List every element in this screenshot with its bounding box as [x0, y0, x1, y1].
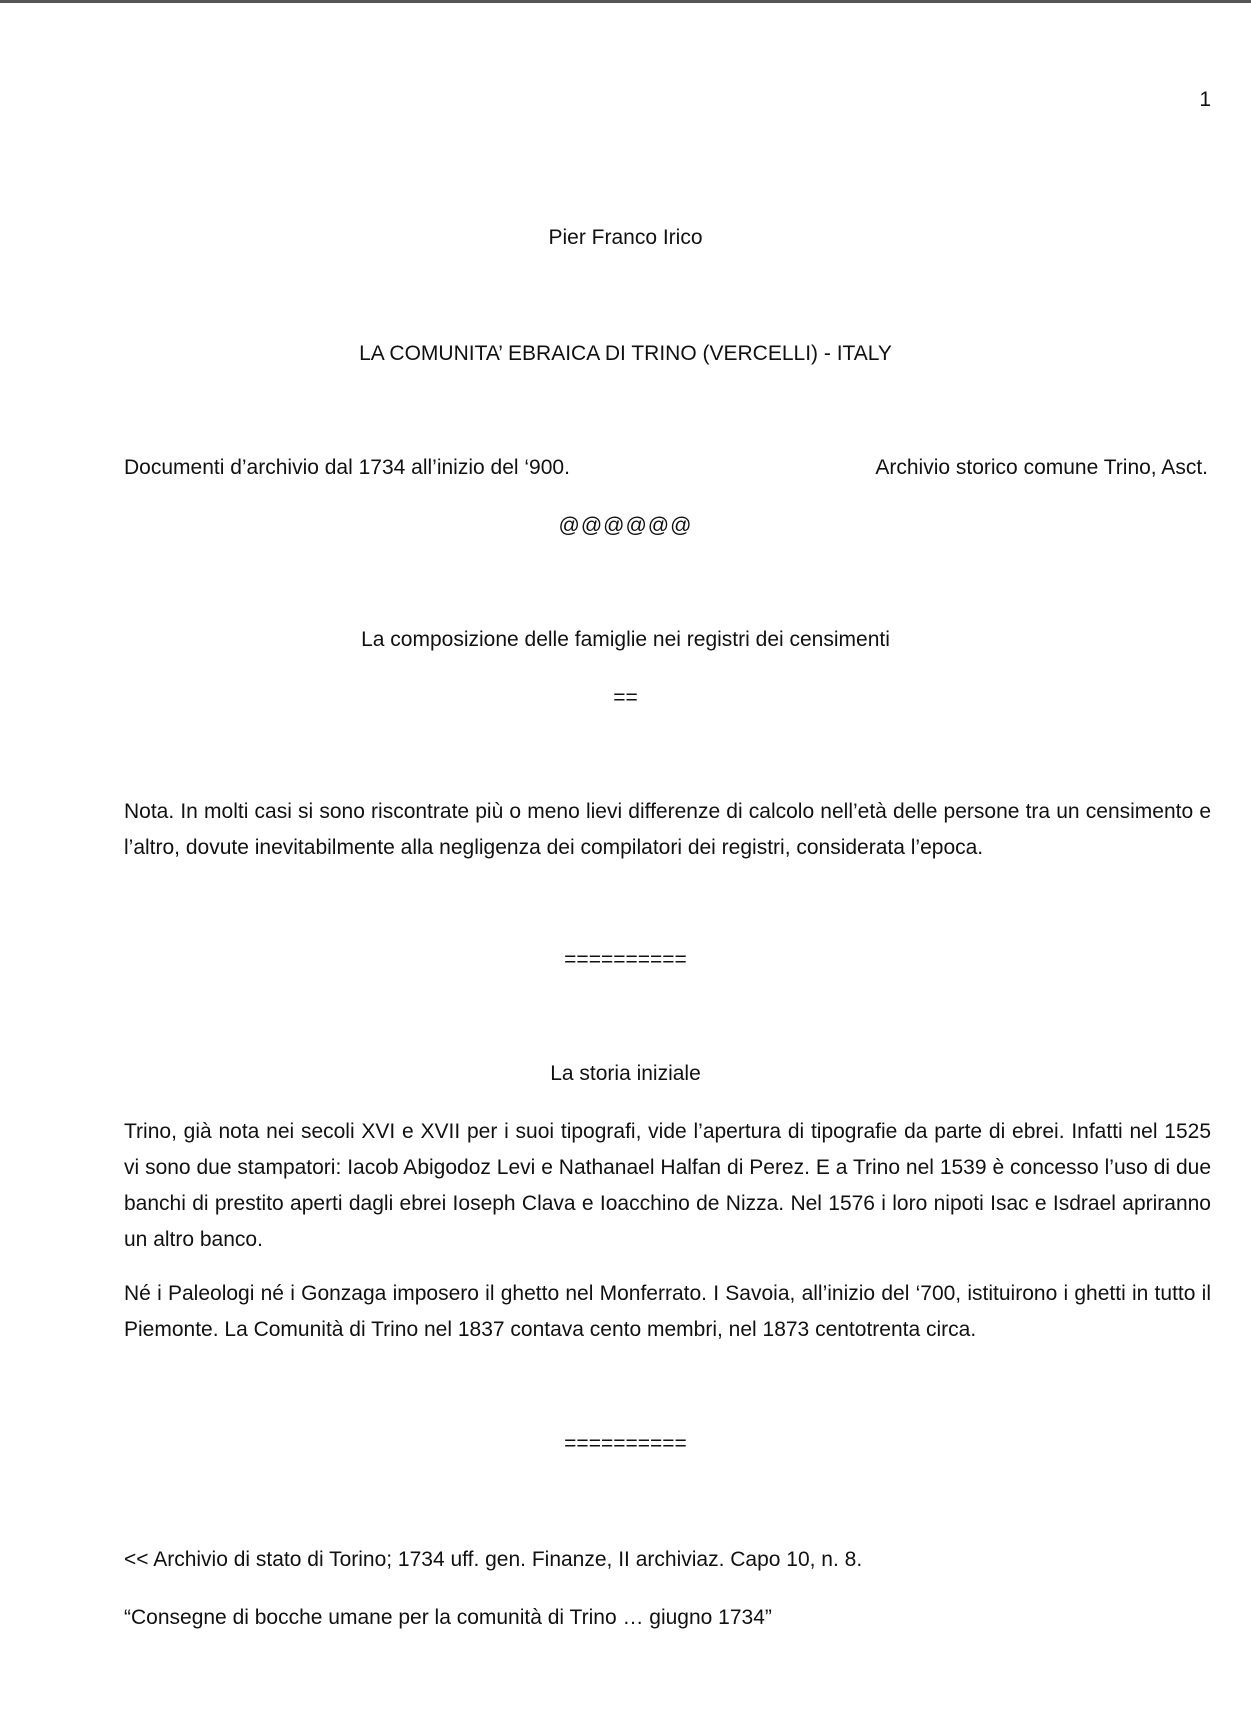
separator-short: ==	[613, 686, 638, 709]
archive-source: Archivio storico comune Trino, Asct.	[875, 456, 1208, 479]
quote-line: “Consegne di bocche umane per la comunità di Trino … giugno 1734”	[124, 1606, 772, 1629]
story-paragraph-1: Trino, già nota nei secoli XVI e XVII per i suoi tipografi, vide l’apertura di tipografie da parte di ebrei. Infatti nel 1525 vi sono due stampatori: Iacob Abigodoz Levi e Nathanael Halfan di Perez. E a Trino nel 1539 è concesso l’uso di due banchi di prestito aperti dagli ebrei Ioseph Clava e Ioacchino de Nizza. Nel 1576 i loro nipoti Isac e Isdrael apriranno un altro banco.	[124, 1120, 1211, 1251]
separator-long-2: ==========	[564, 1432, 687, 1455]
separator-long-1: ==========	[564, 948, 687, 971]
separator-at-signs: @@@@@@	[558, 514, 693, 537]
page-number: 1	[1199, 88, 1211, 111]
section-heading: La composizione delle famiglie nei registri dei censimenti	[361, 628, 890, 651]
document-title: LA COMUNITA’ EBRAICA DI TRINO (VERCELLI) - ITALY	[359, 342, 892, 365]
archive-reference: << Archivio di stato di Torino; 1734 uff. gen. Finanze, II archiviaz. Capo 10, n. 8.	[124, 1548, 863, 1571]
author-name: Pier Franco Irico	[548, 226, 703, 249]
note-paragraph: Nota. In molti casi si sono riscontrate più o meno lievi differenze di calcolo nell’età delle persone tra un censimento e l’altro, dovute inevitabilmente alla negligenza dei compilatori dei registri, considerata l’epoca.	[124, 800, 1211, 859]
documents-date-range: Documenti d’archivio dal 1734 all’inizio del ‘900.	[124, 456, 570, 479]
top-border	[0, 0, 1251, 3]
story-paragraph-2: Né i Paleologi né i Gonzaga imposero il ghetto nel Monferrato. I Savoia, all’inizio del ‘700, istituirono i ghetti in tutto il Piemonte. La Comunità di Trino nel 1837 contava cento membri, nel 1873 centotrenta circa.	[124, 1282, 1211, 1341]
story-heading: La storia iniziale	[550, 1062, 701, 1085]
